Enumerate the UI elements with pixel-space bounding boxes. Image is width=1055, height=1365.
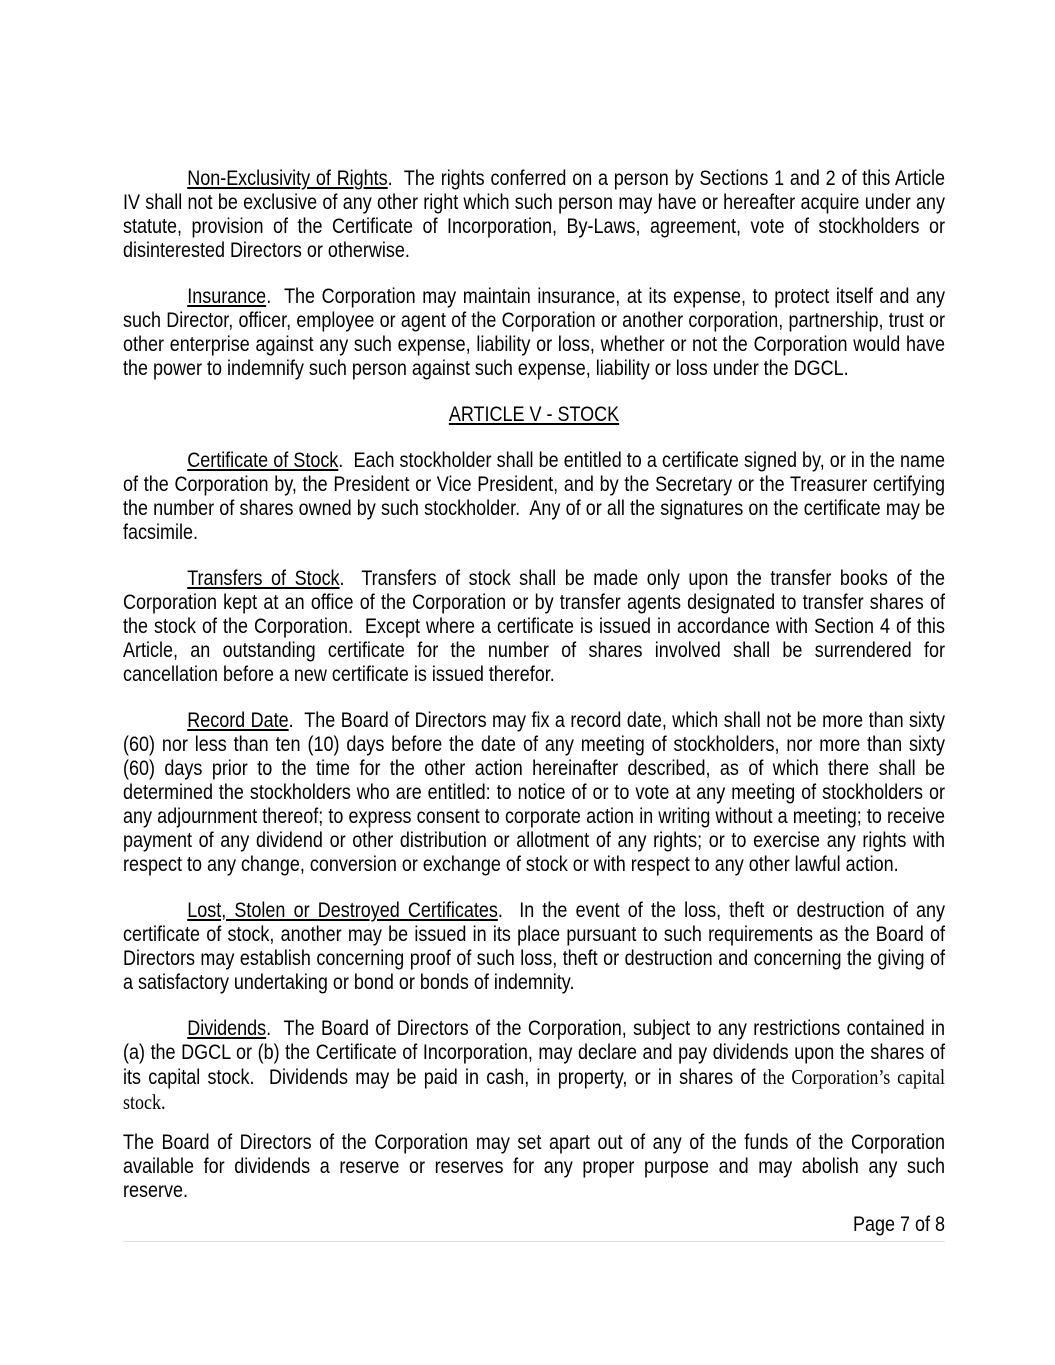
section-body-dividends: . The Board of Directors of the Corporation, subject to any restrictions contained in (a) the DGCL or (b) the Certificate of Incorporation, may declare and pay dividends upon the shares of its capital stock. Dividends may be paid in cash, in property, or in shares of <box>123 1017 945 1089</box>
section-title-insurance: Insurance <box>187 285 267 308</box>
section-body-insurance: . The Corporation may maintain insurance, at its expense, to protect itself and any such Director, officer, employee or agent of the Corporation or another corporation, partnership, trust or other enterprise against any such expense, liability or loss, whether or not the Corporation would have the power to indemnify such person against such expense, liability or loss under the DGCL. <box>123 285 945 380</box>
section-body-non-exclusivity-of-rights: . The rights conferred on a person by Sections 1 and 2 of this Article IV shall not be exclusive of any other right which such person may have or hereafter acquire under any statute, provision of the Certificate of Incorporation, By-Laws, agreement, vote of stockholders or disinterested Directors or otherwise. <box>123 167 945 262</box>
section-body-record-date: . The Board of Directors may fix a record date, which shall not be more than sixty (60) nor less than ten (10) days before the date of any meeting of stockholders, nor more than sixty (60) days prior to the time for the other action hereinafter described, as of which there shall be determined the stockholders who are entitled: to notice of or to vote at any meeting of stockholders or any adjournment thereof; to express consent to corporate action in writing without a meeting; to receive payment of any dividend or other distribution or allotment of any rights; or to exercise any rights with respect to any change, conversion or exchange of stock or with respect to any other lawful action. <box>123 709 946 876</box>
section-title-dividends: Dividends <box>187 1017 267 1040</box>
section-body-certificate-of-stock: . Each stockholder shall be entitled to a certificate signed by, or in the name of the Corporation by, the President or Vice President, and by the Secretary or the Treasurer certifying the number of shares owned by such stockholder. Any of or all the signatures on the certificate may be facsimile. <box>123 449 946 544</box>
paragraph-board-reserve: The Board of Directors of the Corporation may set apart out of any of the funds of the Corporation available for dividends a reserve or reserves for any proper purpose and may abolish any such reserve. <box>123 1131 945 1202</box>
paragraph-transfers-of-stock <box>123 567 945 687</box>
page-footer <box>123 1213 945 1242</box>
paragraph-dividends <box>123 1017 945 1115</box>
section-body-dividends-serif-tail: the Corporation’s capital stock. <box>123 1065 945 1114</box>
section-title-certificate-of-stock: Certificate of Stock <box>187 449 339 472</box>
section-title-non-exclusivity-of-rights: Non-Exclusivity of Rights <box>187 167 388 190</box>
paragraph-non-exclusivity-of-rights <box>123 167 945 263</box>
section-title-lost-stolen-destroyed-certificates: Lost, Stolen or Destroyed Certificates <box>187 899 498 922</box>
document-content <box>123 167 945 1242</box>
paragraph-insurance <box>123 285 945 381</box>
paragraph-record-date <box>123 709 945 877</box>
section-title-transfers-of-stock: Transfers of Stock <box>187 567 340 590</box>
paragraph-lost-stolen-destroyed-certificates <box>123 899 945 995</box>
article-heading: ARTICLE V - STOCK <box>448 403 620 426</box>
section-body-lost-stolen-destroyed-certificates: . In the event of the loss, theft or destruction of any certificate of stock, another may be issued in its place pursuant to such requirements as the Board of Directors may establish concerning proof of such loss, theft or destruction and concerning the giving of a satisfactory undertaking or bond or bonds of indemnity. <box>123 899 945 994</box>
page-number: Page 7 of 8 <box>853 1213 945 1236</box>
section-title-record-date: Record Date <box>187 709 289 732</box>
section-body-transfers-of-stock: . Transfers of stock shall be made only upon the transfer books of the Corporation kept at an office of the Corporation or by transfer agents designated to transfer shares of the stock of the Corporation. Except where a certificate is issued in accordance with Section 4 of this Article, an outstanding certificate for the number of shares involved shall be surrendered for cancellation before a new certificate is issued therefor. <box>123 567 945 686</box>
paragraph-certificate-of-stock <box>123 449 945 545</box>
